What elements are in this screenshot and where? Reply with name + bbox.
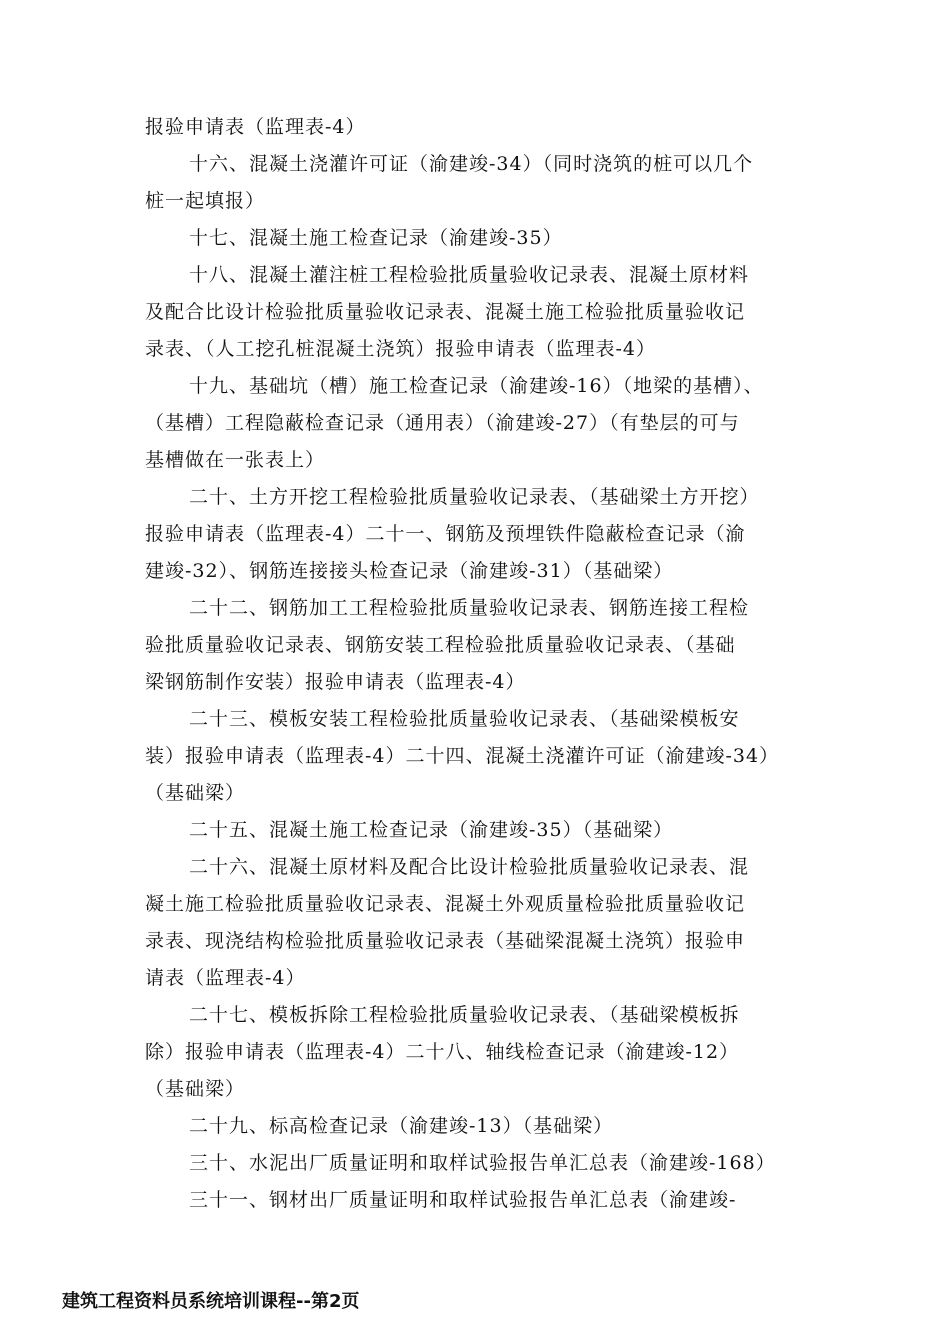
text-line: 验批质量验收记录表、钢筋安装工程检验批质量验收记录表、（基础: [145, 634, 736, 656]
text-line: 录表、现浇结构检验批质量验收记录表（基础梁混凝土浇筑）报验申: [145, 930, 746, 952]
text-line: 十六、混凝土浇灌许可证（渝建竣-34）（同时浇筑的桩可以几个: [189, 153, 754, 175]
text-line: 二十七、模板拆除工程检验批质量验收记录表、（基础梁模板拆: [189, 1004, 740, 1026]
text-line: 除）报验申请表（监理表-4）二十八、轴线检查记录（渝建竣-12）: [145, 1041, 740, 1063]
text-line: 凝土施工检验批质量验收记录表、混凝土外观质量检验批质量验收记: [145, 893, 746, 915]
text-line: 二十五、混凝土施工检查记录（渝建竣-35）（基础梁）: [189, 819, 674, 841]
text-line: 十九、基础坑（槽）施工检查记录（渝建竣-16）（地梁的基槽）、: [189, 375, 764, 397]
text-line: 报验申请表（监理表-4）二十一、钢筋及预埋铁件隐蔽检查记录（渝: [145, 523, 746, 545]
text-line: 二十三、模板安装工程检验批质量验收记录表、（基础梁模板安: [189, 708, 740, 730]
text-line: 梁钢筋制作安装）报验申请表（监理表-4）: [145, 671, 526, 693]
text-line: 二十二、钢筋加工工程检验批质量验收记录表、钢筋连接工程检: [189, 597, 750, 619]
text-line: 请表（监理表-4）: [145, 967, 306, 989]
document-body: [145, 109, 825, 1219]
text-line: 二十六、混凝土原材料及配合比设计检验批质量验收记录表、混: [189, 856, 750, 878]
text-line: 二十、土方开挖工程检验批质量验收记录表、（基础梁土方开挖）: [189, 486, 760, 508]
text-line: 三十一、钢材出厂质量证明和取样试验报告单汇总表（渝建竣-: [189, 1189, 737, 1211]
text-line: 建竣-32）、钢筋连接接头检查记录（渝建竣-31）（基础梁）: [145, 560, 674, 582]
text-line: （基础梁）: [145, 1078, 246, 1100]
text-line: 二十九、标高检查记录（渝建竣-13）（基础梁）: [189, 1115, 614, 1137]
text-line: 十七、混凝土施工检查记录（渝建竣-35）: [189, 227, 563, 249]
text-line: （基础梁）: [145, 782, 246, 804]
text-line: 基槽做在一张表上）: [145, 449, 326, 471]
page-footer: 建筑工程资料员系统培训课程--第2页: [62, 1291, 360, 1312]
text-line: 录表、（人工挖孔桩混凝土浇筑）报验申请表（监理表-4）: [145, 338, 657, 360]
text-line: 装）报验申请表（监理表-4）二十四、混凝土浇灌许可证（渝建竣-34）: [145, 745, 780, 767]
text-line: 及配合比设计检验批质量验收记录表、混凝土施工检验批质量验收记: [145, 301, 746, 323]
text-line: 三十、水泥出厂质量证明和取样试验报告单汇总表（渝建竣-168）: [189, 1152, 776, 1174]
text-line: 十八、混凝土灌注桩工程检验批质量验收记录表、混凝土原材料: [189, 264, 750, 286]
text-line: 桩一起填报）: [145, 190, 266, 212]
text-line: 报验申请表（监理表-4）: [145, 116, 366, 138]
text-line: （基槽）工程隐蔽检查记录（通用表）（渝建竣-27）（有垫层的可与: [145, 412, 740, 434]
